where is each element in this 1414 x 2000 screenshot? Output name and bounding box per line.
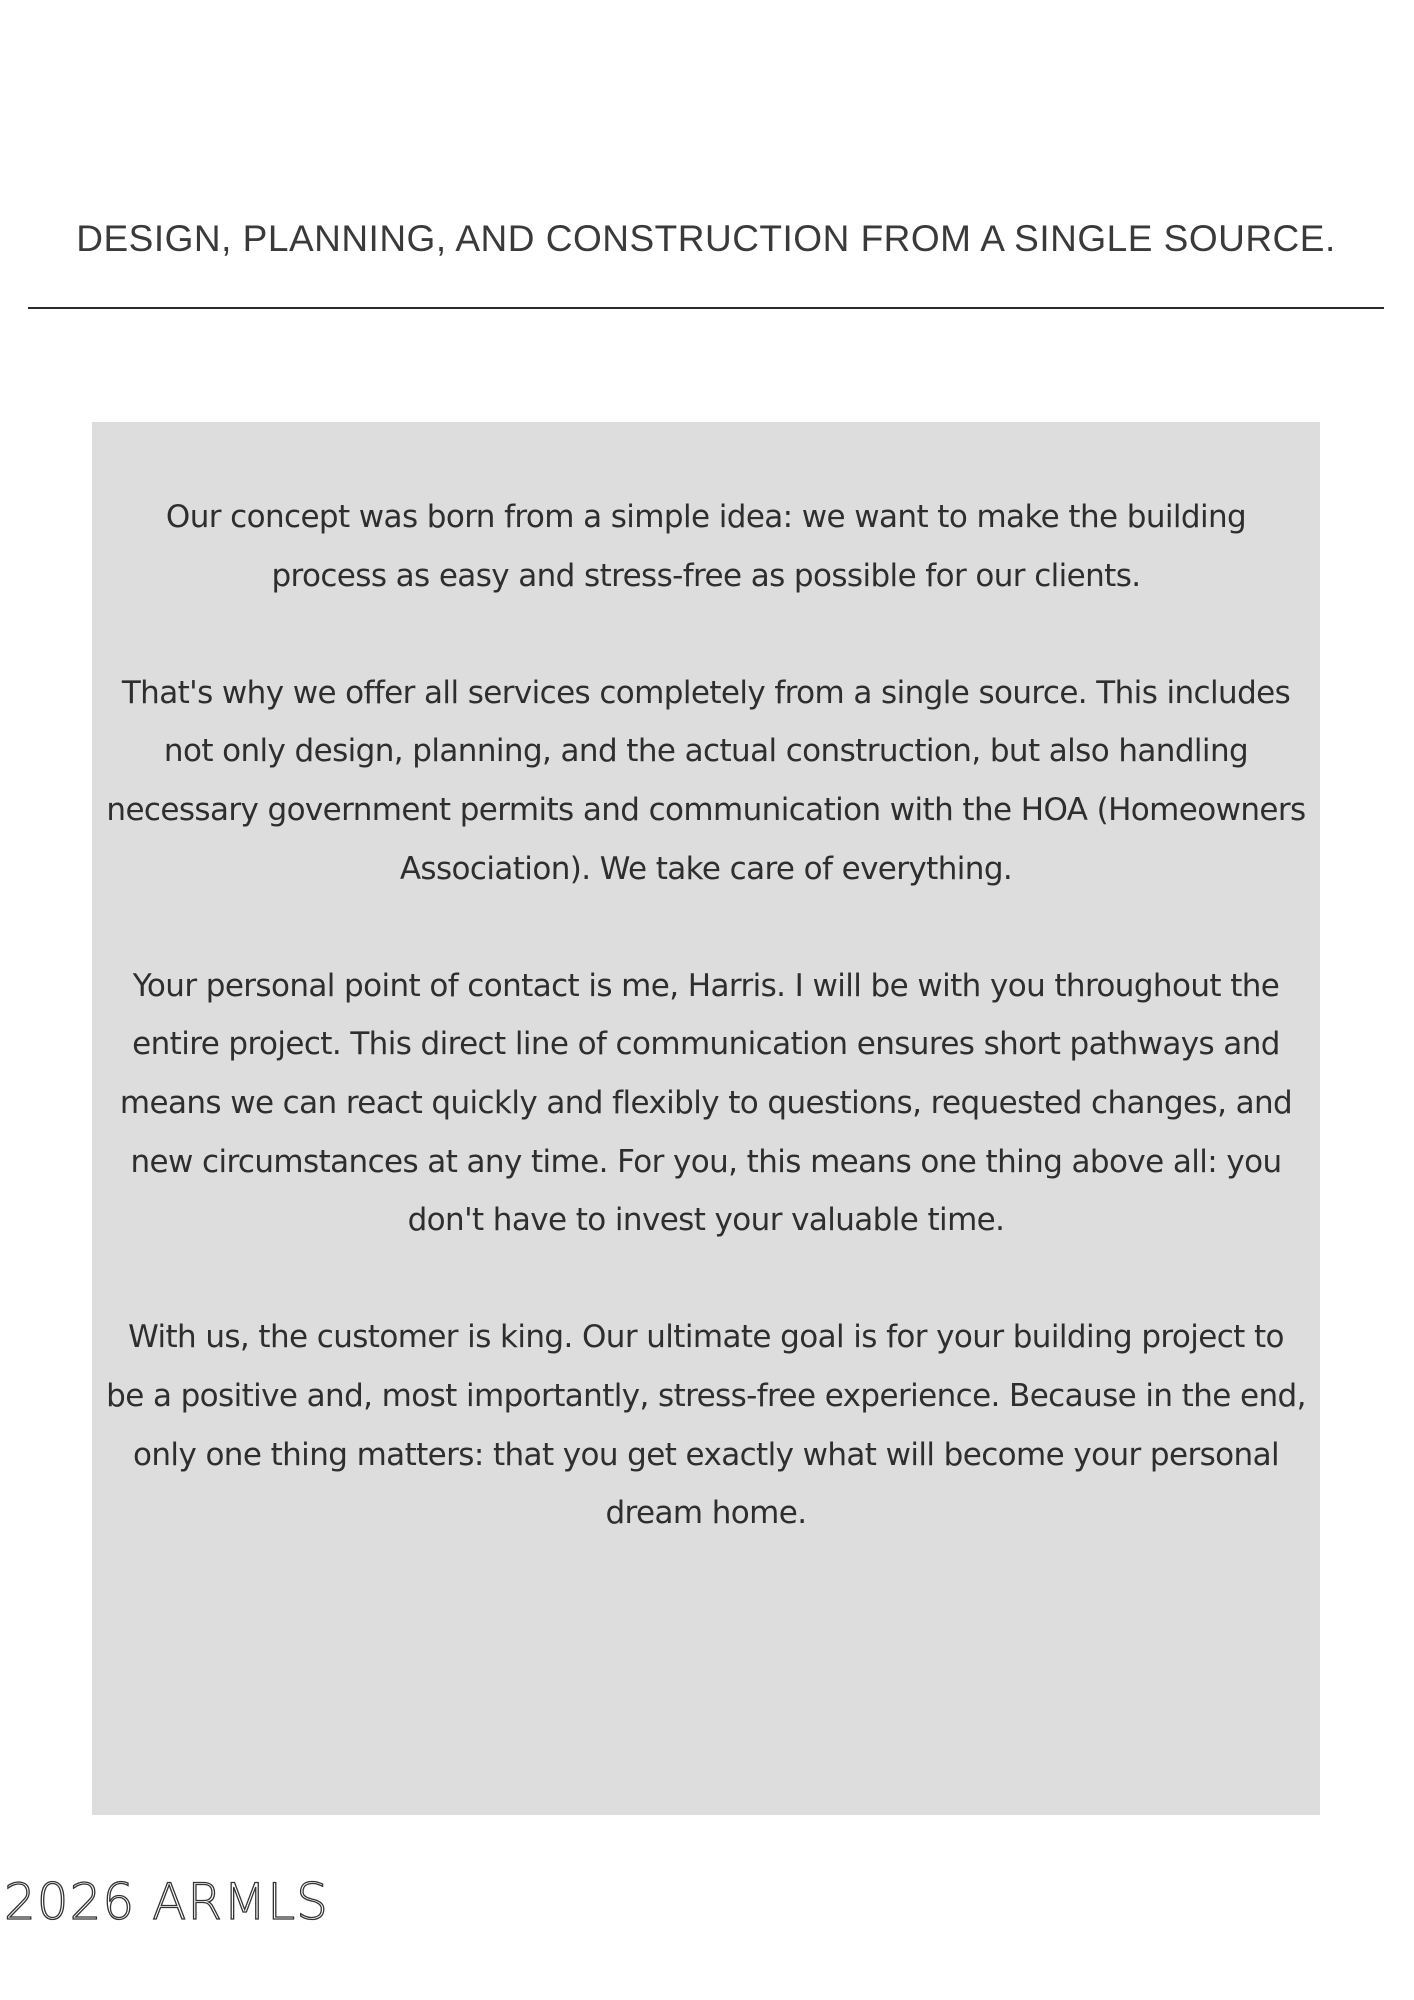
paragraph-customer: With us, the customer is king. Our ultimate goal is for your building project to be a positive and, most importantly, stress-free experience. Because in the end, only one thing matters: that you get exactly what will become your personal dream home. xyxy=(106,1319,1306,1532)
page-title: DESIGN, PLANNING, AND CONSTRUCTION FROM A SINGLE SOURCE. xyxy=(76,218,1336,259)
title-divider xyxy=(28,307,1384,309)
watermark: 2026 ARMLS xyxy=(4,1873,329,1931)
paragraph-services: That's why we offer all services completely from a single source. This includes not only design, planning, and the actual construction, but also handling necessary government permits and communication with the HOA (Homeowners Association). We take care of everything. xyxy=(106,674,1306,887)
panel-text xyxy=(92,488,1320,1601)
content-panel xyxy=(92,422,1320,1815)
paragraph-concept: Our concept was born from a simple idea: we want to make the building process as easy and stress-free as possible for our clients. xyxy=(165,499,1247,594)
paragraph-contact: Your personal point of contact is me, Harris. I will be with you throughout the entire project. This direct line of communication ensures short pathways and means we can react quickly and flexibly to questions, requested changes, and new circumstances at any time. For you, this means one thing above all: you don't have to invest your valuable time. xyxy=(119,967,1293,1239)
